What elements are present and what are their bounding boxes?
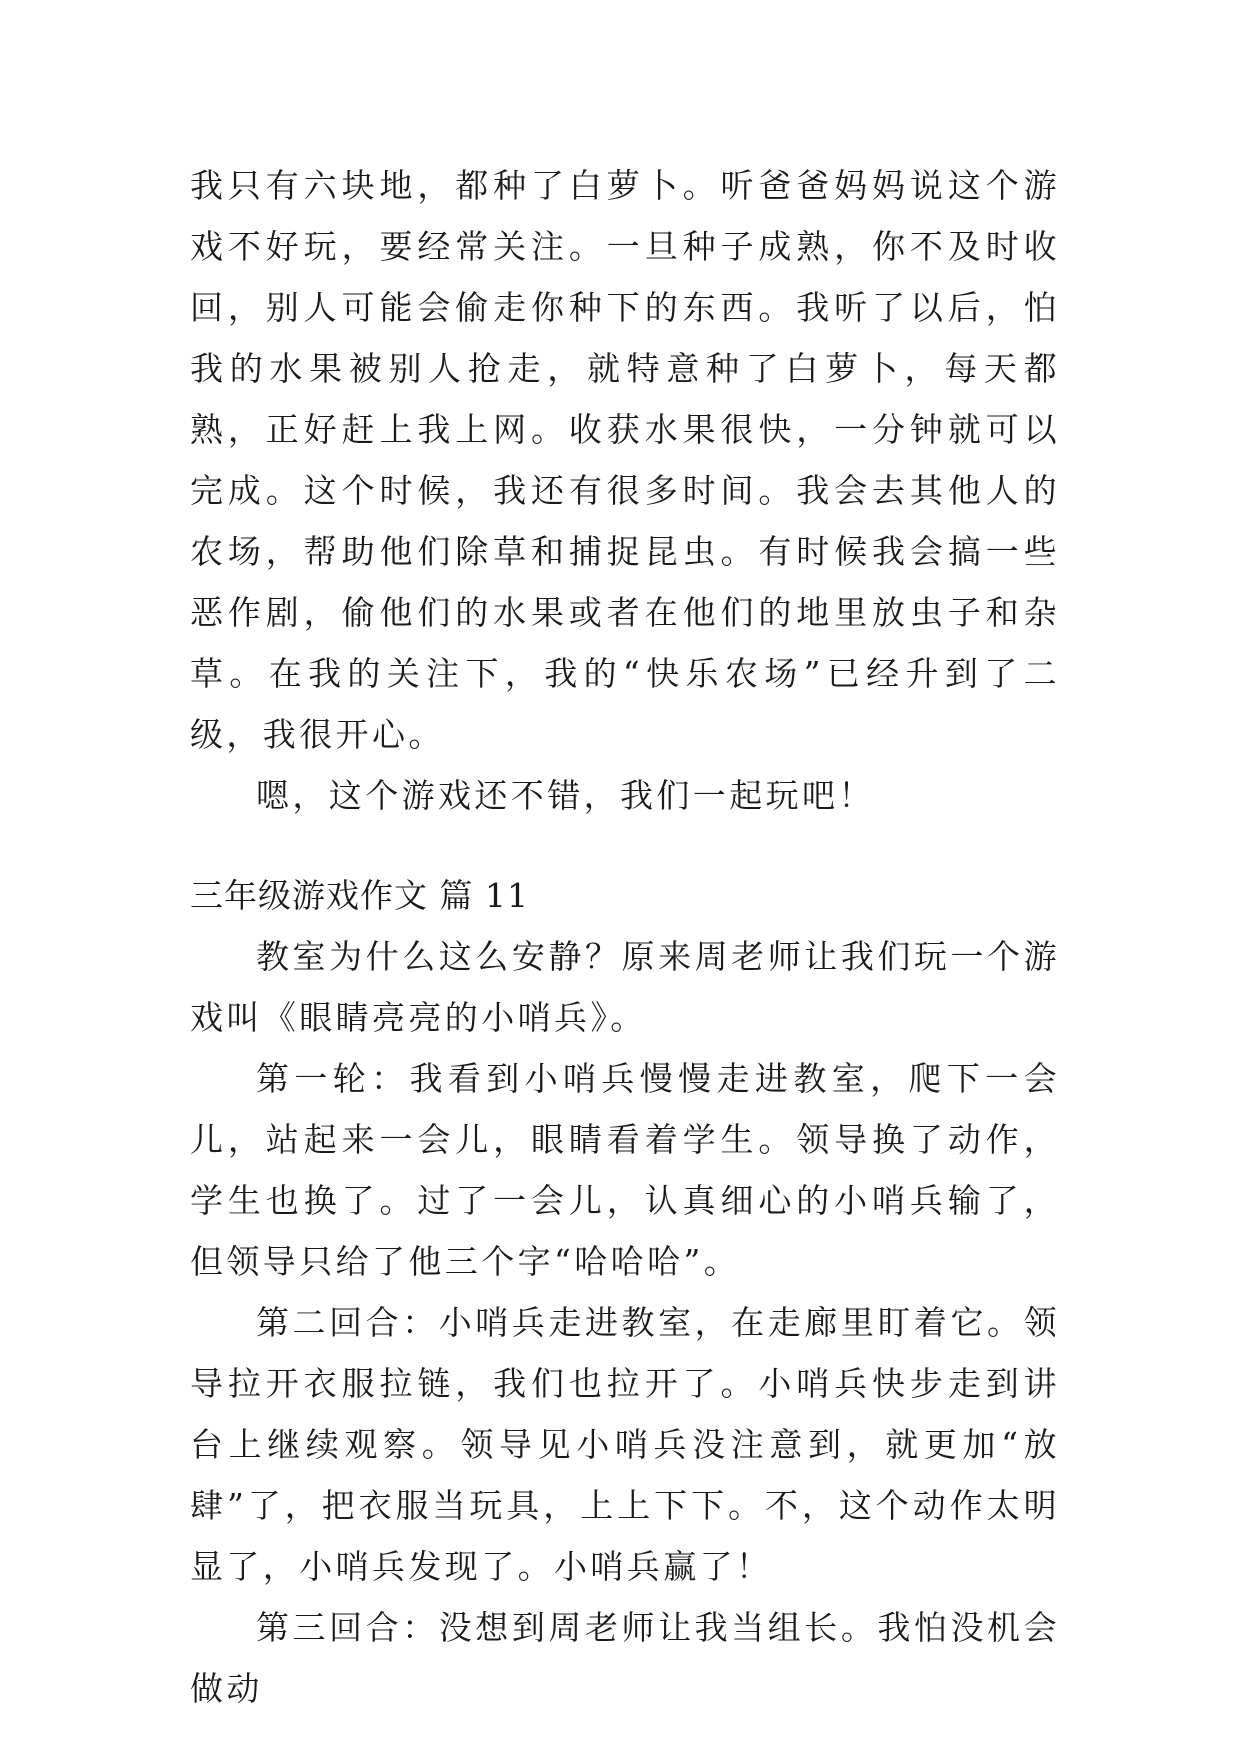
paragraph-round-one: 第一轮：我看到小哨兵慢慢走进教室，爬下一会儿，站起来一会儿，眼睛看着学生。领导换了动作，学生也换了。过了一会儿，认真细心的小哨兵输了，但领导只给了他三个字“哈哈哈”。 <box>190 1059 1060 1281</box>
paragraph-round-three: 第三回合：没想到周老师让我当组长。我怕没机会做动 <box>190 1608 1060 1708</box>
paragraph-round-two: 第二回合：小哨兵走进教室，在走廊里盯着它。领导拉开衣服拉链，我们也拉开了。小哨兵快步走到讲台上继续观察。领导见小哨兵没注意到，就更加“放肆”了，把衣服当玩具，上上下下。不，这个动作太明显了，小哨兵发现了。小哨兵赢了！ <box>190 1303 1060 1586</box>
document-body <box>190 155 1060 1719</box>
paragraph-classroom-quiet: 教室为什么这么安静？原来周老师让我们玩一个游戏叫《眼睛亮亮的小哨兵》。 <box>190 937 1060 1037</box>
section-heading: 三年级游戏作文 篇 11 <box>190 876 529 915</box>
paragraph-farm-game: 我只有六块地，都种了白萝卜。听爸爸妈妈说这个游戏不好玩，要经常关注。一旦种子成熟，你不及时收回，别人可能会偷走你种下的东西。我听了以后，怕我的水果被别人抢走，就特意种了白萝卜，每天都熟，正好赶上我上网。收获水果很快，一分钟就可以完成。这个时候，我还有很多时间。我会去其他人的农场，帮助他们除草和捕捉昆虫。有时候我会搞一些恶作剧，偷他们的水果或者在他们的地里放虫子和杂草。在我的关注下，我的“快乐农场”已经升到了二级，我很开心。 <box>190 166 1060 754</box>
paragraph-farm-conclusion: 嗯，这个游戏还不错，我们一起玩吧！ <box>256 776 875 815</box>
